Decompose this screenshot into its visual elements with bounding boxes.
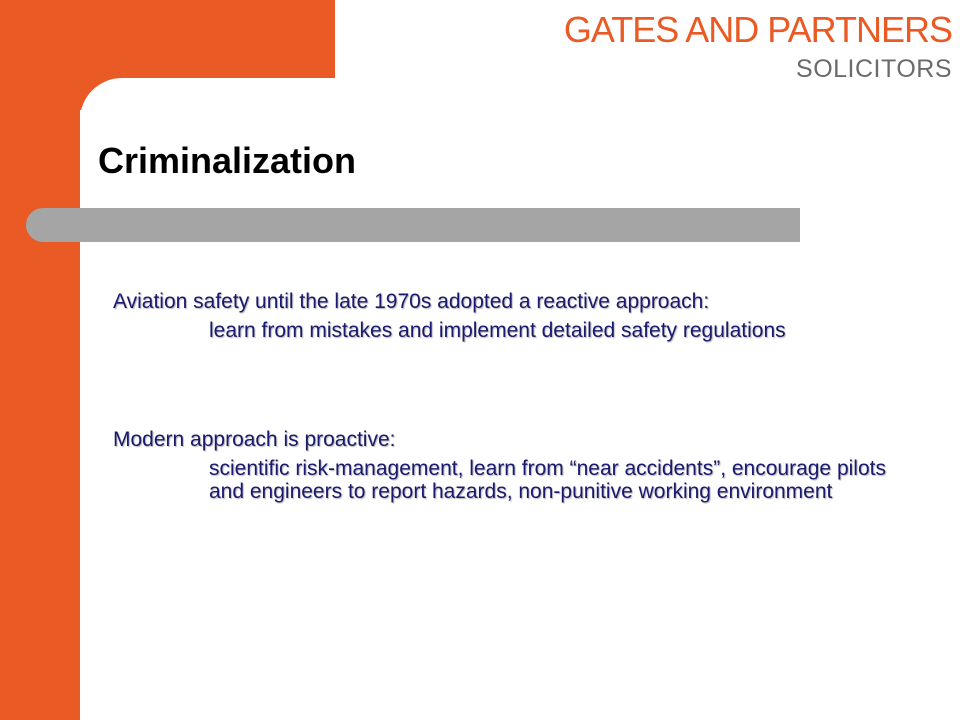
bullet-heading-reactive: Aviation safety until the late 1970s adopted a reactive approach: (113, 290, 710, 313)
slide-title: Criminalization (98, 140, 357, 181)
gp-monogram-logo (26, 660, 70, 706)
bullet-heading-proactive: Modern approach is proactive: (113, 428, 396, 451)
paragraph-spacer (113, 342, 903, 428)
title-underline-bar (26, 208, 800, 242)
slide-body (113, 290, 903, 503)
brand-logo (564, 10, 952, 84)
bullet-detail-proactive: scientific risk-management, learn from “near accidents”, encourage pilots and engineers to report hazards, non-punitive working environment (209, 457, 886, 503)
bullet-detail-reactive: learn from mistakes and implement detailed safety regulations (209, 319, 786, 342)
brand-subtitle: SOLICITORS (796, 55, 952, 83)
brand-name: GATES AND PARTNERS (563, 9, 952, 50)
